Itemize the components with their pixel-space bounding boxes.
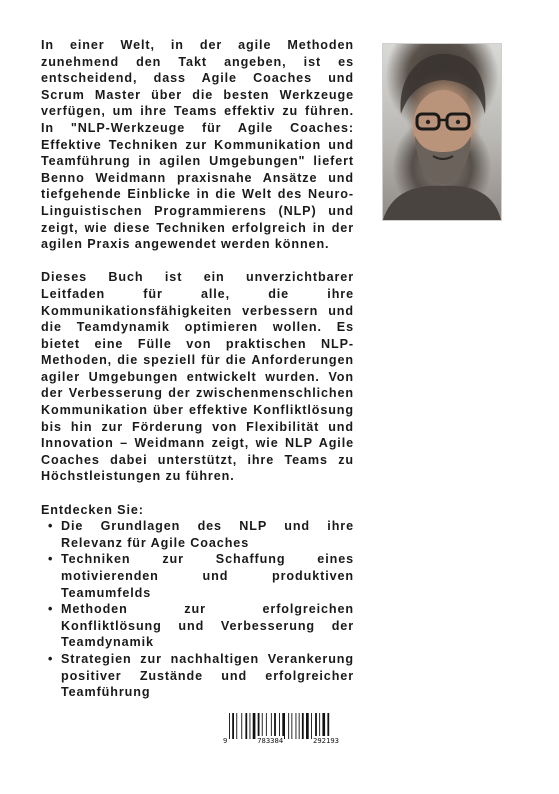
features-intro: Entdecken Sie: <box>41 502 144 517</box>
isbn-digit-group-2: 292193 <box>313 736 339 745</box>
list-item: • Die Grundlagen des NLP und ihre Relevanz für Agile Coaches <box>41 518 354 551</box>
description-paragraph-2: Dieses Buch ist ein unverzichtbarer Leitfaden für alle, die ihre Kommunikationsfähigkeiten verbessern und die Teamdynamik optimieren wollen. Es bietet eine Fülle von praktischen NLP-Methoden, die speziell für die Anforderungen agiler Umgebungen entwickelt wurden. Von der Verbesserung der zwischenmenschlichen Kommunikation über effektive Konfliktlösung bis hin zur Förderung von Flexibilität und Innovation – Weidmann zeigt, wie NLP Agile Coaches dabei unterstützt, ihre Teams zu Höchstleistungen zu führen. <box>41 270 354 484</box>
list-item: • Techniken zur Schaffung eines motivierenden und produktiven Teamumfelds <box>41 551 354 601</box>
features-list <box>41 518 354 701</box>
isbn-digit-group-1: 783384 <box>257 736 284 745</box>
list-item: • Methoden zur erfolgreichen Konfliktlösung und Verbesserung der Teamdynamik <box>41 601 354 651</box>
isbn-number <box>222 736 340 745</box>
author-portrait-sketch <box>383 44 501 220</box>
author-portrait-icon <box>382 43 502 221</box>
isbn-digit-prefix: 9 <box>223 736 228 745</box>
list-item: • Strategien zur nachhaltigen Verankerung positiver Zustände und erfolgreicher Teamführung <box>41 651 354 701</box>
back-cover-text <box>41 37 354 701</box>
description-paragraph-1: In einer Welt, in der agile Methoden zunehmend den Takt angeben, ist es entscheidend, dass Agile Coaches und Scrum Master über die besten Werkzeuge verfügen, um ihre Teams effektiv zu führen. In "NLP-Werkzeuge für Agile Coaches: Effektive Techniken zur Kommunikation und Teamführung in agilen Umgebungen" liefert Benno Weidmann praxisnahe Ansätze und tiefgehende Einblicke in die Welt des Neuro-Linguistischen Programmierens (NLP) und zeigt, wie diese Techniken erfolgreich in der agilen Praxis angewendet werden können. <box>41 38 354 252</box>
